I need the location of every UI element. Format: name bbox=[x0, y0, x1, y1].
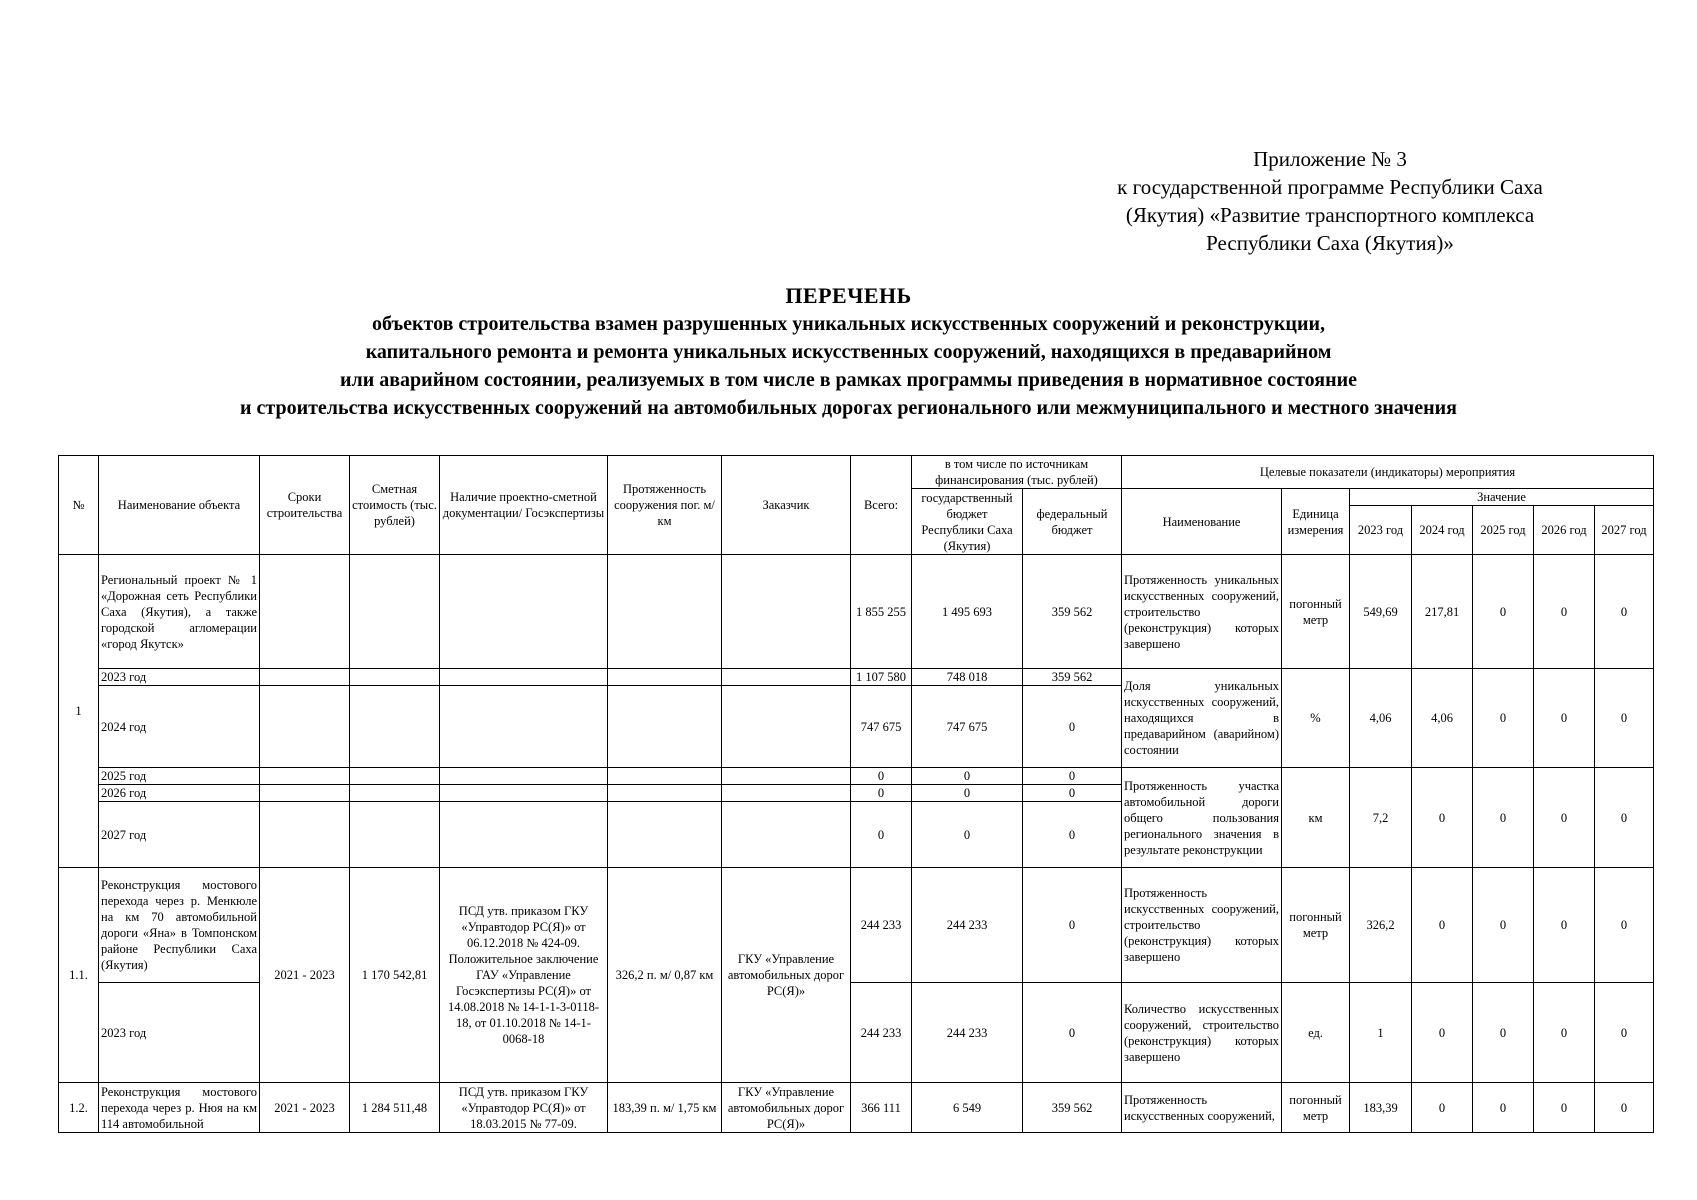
indicator-value: 7,2 bbox=[1350, 768, 1412, 868]
indicator-value: 0 bbox=[1595, 669, 1654, 768]
header-length: Протяженность сооружения пог. м/км bbox=[608, 456, 722, 555]
indicator-value: 0 bbox=[1473, 669, 1534, 768]
indicator-name: Протяженность искусственных сооружений, bbox=[1122, 1083, 1282, 1133]
indicator-unit: погонный метр bbox=[1282, 1083, 1350, 1133]
indicator-unit: ед. bbox=[1282, 983, 1350, 1083]
object-cost: 1 284 511,48 bbox=[350, 1083, 440, 1133]
indicator-unit: км bbox=[1282, 768, 1350, 868]
table-row bbox=[59, 555, 1654, 669]
header-unit: Единица измерения bbox=[1282, 489, 1350, 555]
object-length: 183,39 п. м/ 1,75 км bbox=[608, 1083, 722, 1133]
indicator-value: 4,06 bbox=[1412, 669, 1473, 768]
table-row bbox=[59, 669, 1654, 686]
item-num: 1.2. bbox=[59, 1083, 99, 1133]
object-cost: 1 170 542,81 bbox=[350, 868, 440, 1083]
object-customer: ГКУ «Управление автомобильных дорог РС(Я)» bbox=[722, 868, 851, 1083]
title-main: ПЕРЕЧЕНЬ bbox=[785, 283, 912, 308]
object-state-budget: 244 233 bbox=[912, 868, 1023, 983]
header-federal-budget: федеральный бюджет bbox=[1023, 489, 1122, 555]
year-state-budget: 0 bbox=[912, 785, 1023, 802]
year-label: 2023 год bbox=[99, 983, 260, 1083]
object-terms: 2021 - 2023 bbox=[260, 1083, 350, 1133]
object-federal-budget: 359 562 bbox=[1023, 1083, 1122, 1133]
table-row bbox=[59, 1083, 1654, 1133]
indicator-value: 0 bbox=[1595, 555, 1654, 669]
year-total: 0 bbox=[851, 802, 912, 868]
header-year-2027: 2027 год bbox=[1595, 506, 1654, 555]
header-year-2023: 2023 год bbox=[1350, 506, 1412, 555]
indicator-value: 0 bbox=[1534, 768, 1595, 868]
indicator-value: 549,69 bbox=[1350, 555, 1412, 669]
header-value: Значение bbox=[1350, 489, 1654, 506]
object-name: Реконструкция мостового перехода через р. Менкюле на км 70 автомобильной дороги «Яна» в Томпонском районе Республики Саха (Якутия) bbox=[99, 868, 260, 983]
table-header bbox=[59, 456, 1654, 555]
indicator-value: 0 bbox=[1534, 1083, 1595, 1133]
object-name: Реконструкция мостового перехода через р. Нюя на км 114 автомобильной bbox=[99, 1083, 260, 1133]
header-year-2026: 2026 год bbox=[1534, 506, 1595, 555]
header-num: № bbox=[59, 456, 99, 555]
section-num: 1 bbox=[59, 555, 99, 868]
table-row bbox=[59, 868, 1654, 983]
indicator-value: 0 bbox=[1534, 555, 1595, 669]
project-total: 1 855 255 bbox=[851, 555, 912, 669]
year-federal-budget: 0 bbox=[1023, 686, 1122, 768]
appendix-line-1: Приложение № 3 bbox=[1253, 147, 1407, 171]
year-total: 0 bbox=[851, 768, 912, 785]
header-state-budget: государственный бюджет Республики Саха (Якутия) bbox=[912, 489, 1023, 555]
object-customer: ГКУ «Управление автомобильных дорог РС(Я)» bbox=[722, 1083, 851, 1133]
year-state-budget: 747 675 bbox=[912, 686, 1023, 768]
indicator-value: 0 bbox=[1595, 1083, 1654, 1133]
year-total: 1 107 580 bbox=[851, 669, 912, 686]
appendix-note bbox=[1050, 145, 1610, 257]
year-state-budget: 0 bbox=[912, 768, 1023, 785]
header-year-2025: 2025 год bbox=[1473, 506, 1534, 555]
indicator-name: Протяженность участка автомобильной дороги общего пользования регионального значения в результате реконструкции bbox=[1122, 768, 1282, 868]
indicator-value: 0 bbox=[1595, 868, 1654, 983]
indicator-value: 0 bbox=[1595, 983, 1654, 1083]
appendix-line-4: Республики Саха (Якутия)» bbox=[1206, 231, 1454, 255]
year-state-budget: 0 bbox=[912, 802, 1023, 868]
indicator-value: 0 bbox=[1473, 768, 1534, 868]
indicator-value: 0 bbox=[1412, 983, 1473, 1083]
indicator-value: 1 bbox=[1350, 983, 1412, 1083]
indicator-unit: погонный метр bbox=[1282, 555, 1350, 669]
year-label: 2023 год bbox=[99, 669, 260, 686]
indicator-value: 0 bbox=[1473, 983, 1534, 1083]
year-federal-budget: 359 562 bbox=[1023, 669, 1122, 686]
document-title bbox=[40, 282, 1657, 422]
header-customer: Заказчик bbox=[722, 456, 851, 555]
indicator-value: 0 bbox=[1412, 1083, 1473, 1133]
indicator-value: 0 bbox=[1595, 768, 1654, 868]
header-year-2024: 2024 год bbox=[1412, 506, 1473, 555]
indicator-unit: погонный метр bbox=[1282, 868, 1350, 983]
object-length: 326,2 п. м/ 0,87 км bbox=[608, 868, 722, 1083]
title-line-3: или аварийном состоянии, реализуемых в том числе в рамках программы приведения в нормативное состояние bbox=[339, 369, 1357, 391]
object-state-budget: 6 549 bbox=[912, 1083, 1023, 1133]
object-state-budget: 244 233 bbox=[912, 983, 1023, 1083]
header-docs: Наличие проектно-сметной документации/ Госэкспертизы bbox=[440, 456, 608, 555]
object-federal-budget: 0 bbox=[1023, 983, 1122, 1083]
year-label: 2024 год bbox=[99, 686, 260, 768]
object-terms: 2021 - 2023 bbox=[260, 868, 350, 1083]
appendix-line-3: (Якутия) «Развитие транспортного комплекса bbox=[1125, 203, 1535, 227]
project-name: Региональный проект № 1 «Дорожная сеть Республики Саха (Якутия), а также городской агломерации «город Якутск» bbox=[99, 555, 260, 669]
year-total: 0 bbox=[851, 785, 912, 802]
objects-table bbox=[58, 455, 1654, 1133]
indicator-name: Количество искусственных сооружений, строительство (реконструкция) которых завершено bbox=[1122, 983, 1282, 1083]
year-federal-budget: 0 bbox=[1023, 785, 1122, 802]
year-total: 747 675 bbox=[851, 686, 912, 768]
year-label: 2025 год bbox=[99, 768, 260, 785]
header-terms: Сроки строительства bbox=[260, 456, 350, 555]
project-federal-budget: 359 562 bbox=[1023, 555, 1122, 669]
indicator-value: 4,06 bbox=[1350, 669, 1412, 768]
header-total: Всего: bbox=[851, 456, 912, 555]
indicator-value: 0 bbox=[1534, 669, 1595, 768]
title-line-2: капитального ремонта и ремонта уникальных искусственных сооружений, находящихся в предаварийном bbox=[365, 341, 1332, 363]
indicator-name: Доля уникальных искусственных сооружений, находящихся в предаварийном (аварийном) состоянии bbox=[1122, 669, 1282, 768]
header-name: Наименование объекта bbox=[99, 456, 260, 555]
object-total: 366 111 bbox=[851, 1083, 912, 1133]
header-cost: Сметная стоимость (тыс. рублей) bbox=[350, 456, 440, 555]
indicator-value: 0 bbox=[1412, 868, 1473, 983]
object-docs: ПСД утв. приказом ГКУ «Управтодор РС(Я)» от 18.03.2015 № 77-09. bbox=[440, 1083, 608, 1133]
indicator-value: 0 bbox=[1473, 555, 1534, 669]
table-body bbox=[59, 555, 1654, 1133]
indicator-unit: % bbox=[1282, 669, 1350, 768]
indicator-value: 326,2 bbox=[1350, 868, 1412, 983]
year-federal-budget: 0 bbox=[1023, 802, 1122, 868]
table-row bbox=[59, 768, 1654, 785]
indicator-value: 0 bbox=[1534, 983, 1595, 1083]
year-federal-budget: 0 bbox=[1023, 768, 1122, 785]
object-federal-budget: 0 bbox=[1023, 868, 1122, 983]
indicator-value: 183,39 bbox=[1350, 1083, 1412, 1133]
header-indicator-name: Наименование bbox=[1122, 489, 1282, 555]
indicator-value: 217,81 bbox=[1412, 555, 1473, 669]
header-targets: Целевые показатели (индикаторы) мероприятия bbox=[1122, 456, 1654, 489]
object-total: 244 233 bbox=[851, 868, 912, 983]
appendix-line-2: к государственной программе Республики Саха bbox=[1117, 175, 1543, 199]
title-line-4: и строительства искусственных сооружений на автомобильных дорогах регионального или межмуниципального и местного значения bbox=[239, 397, 1458, 419]
title-line-1: объектов строительства взамен разрушенных уникальных искусственных сооружений и реконструкции, bbox=[371, 313, 1325, 335]
year-state-budget: 748 018 bbox=[912, 669, 1023, 686]
indicator-name: Протяженность искусственных сооружений, строительство (реконструкция) которых завершено bbox=[1122, 868, 1282, 983]
year-label: 2026 год bbox=[99, 785, 260, 802]
object-total: 244 233 bbox=[851, 983, 912, 1083]
year-label: 2027 год bbox=[99, 802, 260, 868]
indicator-value: 0 bbox=[1473, 868, 1534, 983]
item-num: 1.1. bbox=[59, 868, 99, 1083]
object-docs: ПСД утв. приказом ГКУ «Управтодор РС(Я)» от 06.12.2018 № 424-09. Положительное заключение ГАУ «Управление Госэкспертизы РС(Я)» от 14.08.2018 № 14-1-1-3-0118-18, от 01.10.2018 № 14-1-0068-18 bbox=[440, 868, 608, 1083]
indicator-value: 0 bbox=[1412, 768, 1473, 868]
indicator-value: 0 bbox=[1473, 1083, 1534, 1133]
indicator-name: Протяженность уникальных искусственных сооружений, строительство (реконструкция) которых завершено bbox=[1122, 555, 1282, 669]
header-sources: в том числе по источникам финансирования (тыс. рублей) bbox=[912, 456, 1122, 489]
project-state-budget: 1 495 693 bbox=[912, 555, 1023, 669]
indicator-value: 0 bbox=[1534, 868, 1595, 983]
